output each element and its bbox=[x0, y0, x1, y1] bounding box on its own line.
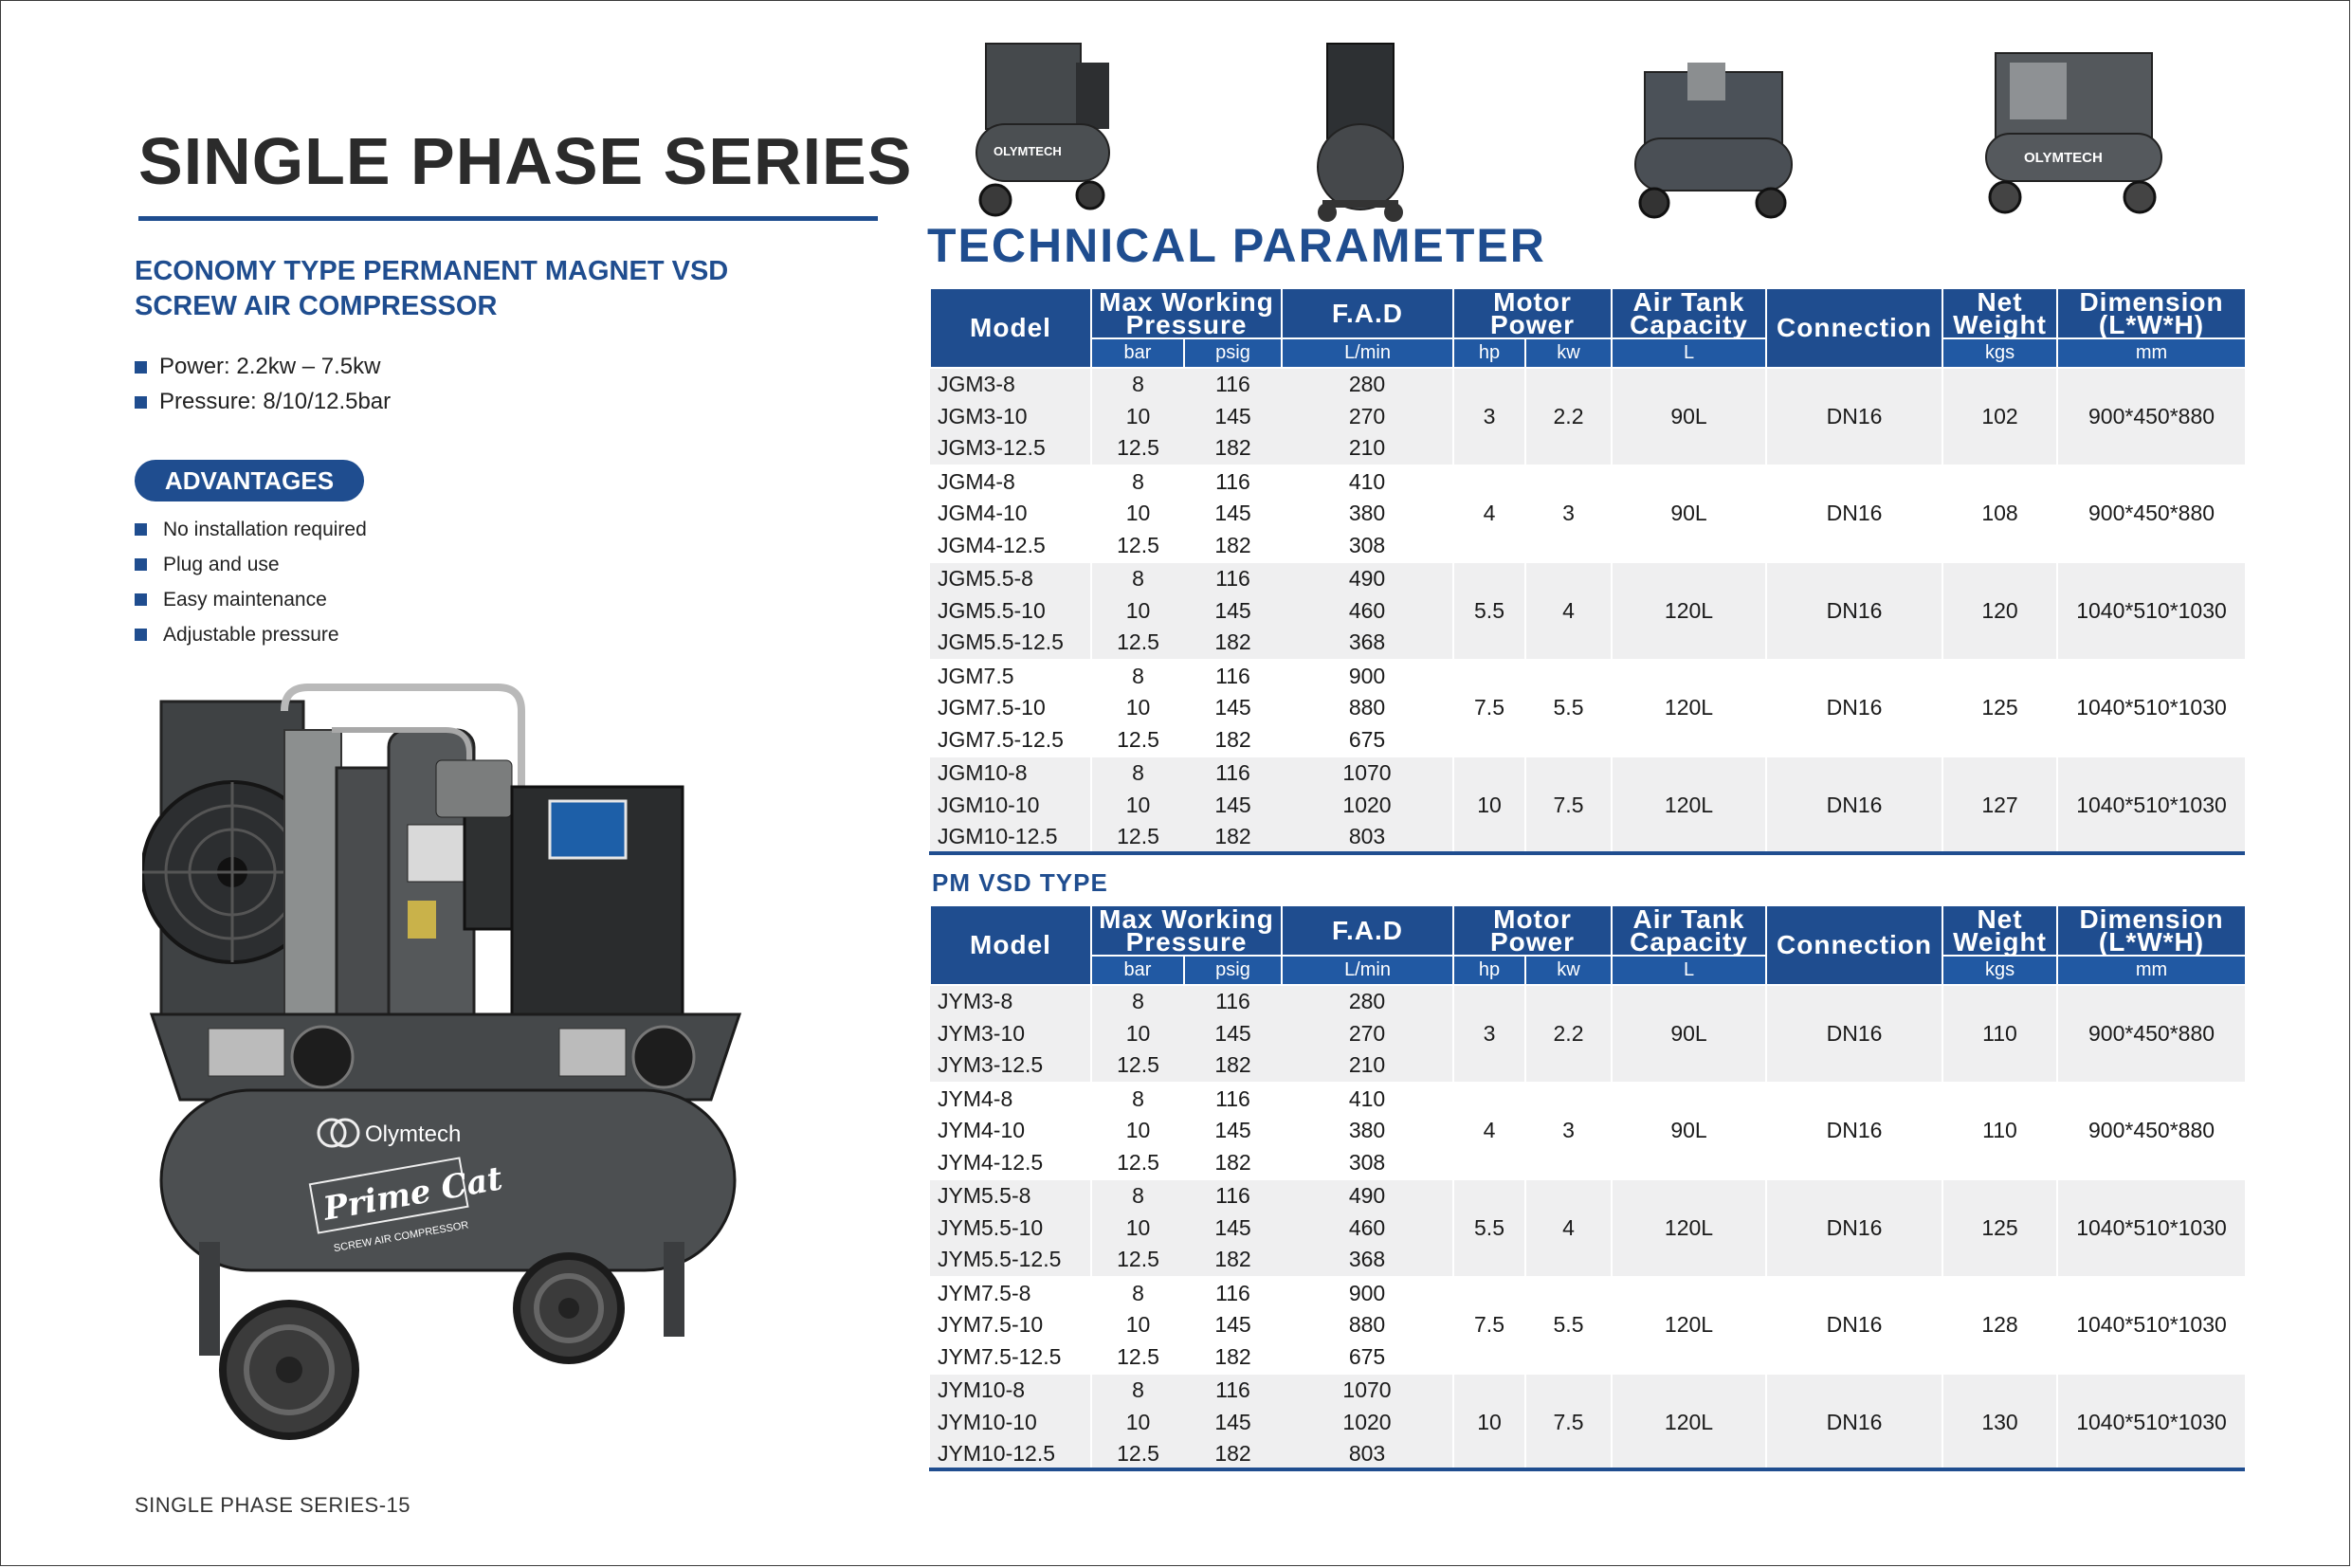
fad-cell: 490 bbox=[1282, 562, 1453, 595]
bar-cell: 12.5 bbox=[1091, 1147, 1184, 1180]
hp-cell: 7.5 bbox=[1453, 1277, 1525, 1375]
header-motor-line1: Motor bbox=[1493, 286, 1572, 317]
technical-parameter-title: TECHNICAL PARAMETER bbox=[927, 219, 1546, 272]
kw-cell: 7.5 bbox=[1525, 757, 1612, 853]
fad-cell: 900 bbox=[1282, 1277, 1453, 1310]
model-cell: JGM3-12.5 bbox=[930, 432, 1091, 465]
unit-tank: L bbox=[1612, 338, 1766, 368]
hp-cell: 10 bbox=[1453, 1374, 1525, 1470]
table-header bbox=[930, 905, 2246, 985]
thumbnail-brand-text: OLYMTECH bbox=[994, 144, 1062, 158]
tank-cell: 90L bbox=[1612, 368, 1766, 465]
header-tank-line1: Air Tank bbox=[1632, 286, 1745, 317]
connection-cell: DN16 bbox=[1766, 562, 1942, 660]
spec-text: Power: 2.2kw – 7.5kw bbox=[159, 354, 381, 379]
bar-cell: 12.5 bbox=[1091, 627, 1184, 660]
header-pressure bbox=[1091, 905, 1282, 956]
bar-cell: 10 bbox=[1091, 1018, 1184, 1050]
fad-cell: 210 bbox=[1282, 432, 1453, 465]
bar-cell: 12.5 bbox=[1091, 724, 1184, 757]
model-cell: JYM4-8 bbox=[930, 1083, 1091, 1116]
tank-cell: 90L bbox=[1612, 465, 1766, 563]
psig-cell: 182 bbox=[1184, 1341, 1282, 1375]
header-motor-line2: Power bbox=[1490, 926, 1576, 957]
advantage-item bbox=[135, 582, 367, 617]
psig-cell: 116 bbox=[1184, 660, 1282, 693]
kw-cell: 2.2 bbox=[1525, 985, 1612, 1083]
psig-cell: 116 bbox=[1184, 1277, 1282, 1310]
model-cell: JYM5.5-8 bbox=[930, 1179, 1091, 1212]
model-cell: JGM5.5-12.5 bbox=[930, 627, 1091, 660]
bar-cell: 8 bbox=[1091, 1277, 1184, 1310]
dimension-cell: 900*450*880 bbox=[2057, 465, 2246, 563]
advantage-item bbox=[135, 617, 367, 652]
spec-item bbox=[135, 384, 391, 419]
psig-cell: 145 bbox=[1184, 692, 1282, 724]
model-cell: JYM7.5-10 bbox=[930, 1309, 1091, 1341]
psig-cell: 145 bbox=[1184, 790, 1282, 822]
photo-caption-text: SCREW AIR COMPRESSOR bbox=[333, 1219, 470, 1255]
table-bottom-rule bbox=[929, 1468, 2245, 1471]
psig-cell: 116 bbox=[1184, 1083, 1282, 1116]
connection-cell: DN16 bbox=[1766, 1083, 1942, 1180]
header-tank bbox=[1612, 288, 1766, 338]
header-weight bbox=[1942, 905, 2057, 956]
psig-cell: 116 bbox=[1184, 562, 1282, 595]
bar-cell: 8 bbox=[1091, 757, 1184, 790]
header-dimension-line1: Dimension bbox=[2079, 903, 2224, 934]
bar-cell: 10 bbox=[1091, 790, 1184, 822]
square-bullet-icon bbox=[135, 523, 147, 536]
spec-list bbox=[135, 349, 391, 419]
product-subtitle bbox=[135, 254, 855, 324]
header-tank-line1: Air Tank bbox=[1632, 903, 1745, 934]
unit-hp: hp bbox=[1453, 956, 1525, 985]
unit-dimension: mm bbox=[2057, 338, 2246, 368]
psig-cell: 182 bbox=[1184, 1049, 1282, 1083]
unit-kw: kw bbox=[1525, 956, 1612, 985]
header-pressure-line1: Max Working bbox=[1099, 903, 1274, 934]
fad-cell: 280 bbox=[1282, 985, 1453, 1018]
weight-cell: 125 bbox=[1942, 660, 2057, 757]
unit-bar: bar bbox=[1091, 338, 1184, 368]
bar-cell: 8 bbox=[1091, 562, 1184, 595]
fad-cell: 803 bbox=[1282, 1438, 1453, 1470]
unit-psig: psig bbox=[1184, 956, 1282, 985]
bar-cell: 10 bbox=[1091, 498, 1184, 530]
psig-cell: 145 bbox=[1184, 401, 1282, 433]
unit-weight: kgs bbox=[1942, 956, 2057, 985]
header-fad: F.A.D bbox=[1282, 288, 1453, 338]
table-bottom-rule bbox=[929, 851, 2245, 855]
psig-cell: 182 bbox=[1184, 1147, 1282, 1180]
psig-cell: 182 bbox=[1184, 724, 1282, 757]
header-motor bbox=[1453, 288, 1612, 338]
unit-bar: bar bbox=[1091, 956, 1184, 985]
advantage-text: Plug and use bbox=[163, 554, 280, 575]
spec-table-standard bbox=[929, 287, 2247, 853]
dimension-cell: 900*450*880 bbox=[2057, 368, 2246, 465]
fad-cell: 280 bbox=[1282, 368, 1453, 401]
model-cell: JYM3-12.5 bbox=[930, 1049, 1091, 1083]
fad-cell: 1070 bbox=[1282, 1374, 1453, 1407]
page-footer: SINGLE PHASE SERIES-15 bbox=[135, 1493, 410, 1517]
bar-cell: 10 bbox=[1091, 1309, 1184, 1341]
header-weight-line2: Weight bbox=[1953, 309, 2047, 339]
bar-cell: 10 bbox=[1091, 692, 1184, 724]
psig-cell: 182 bbox=[1184, 432, 1282, 465]
bar-cell: 8 bbox=[1091, 465, 1184, 499]
bar-cell: 12.5 bbox=[1091, 530, 1184, 563]
dimension-cell: 1040*510*1030 bbox=[2057, 1374, 2246, 1470]
bar-cell: 10 bbox=[1091, 1407, 1184, 1439]
dimension-cell: 1040*510*1030 bbox=[2057, 1277, 2246, 1375]
fad-cell: 1020 bbox=[1282, 1407, 1453, 1439]
model-cell: JGM7.5-10 bbox=[930, 692, 1091, 724]
tank-cell: 90L bbox=[1612, 1083, 1766, 1180]
page-title: SINGLE PHASE SERIES bbox=[138, 124, 913, 198]
fad-cell: 900 bbox=[1282, 660, 1453, 693]
header-model: Model bbox=[930, 288, 1091, 368]
bar-cell: 12.5 bbox=[1091, 1244, 1184, 1277]
hp-cell: 3 bbox=[1453, 368, 1525, 465]
tank-cell: 120L bbox=[1612, 757, 1766, 853]
header-dimension-line1: Dimension bbox=[2079, 286, 2224, 317]
thumbnail-compressor-4 bbox=[1977, 34, 2166, 224]
dimension-cell: 900*450*880 bbox=[2057, 985, 2246, 1083]
weight-cell: 110 bbox=[1942, 985, 2057, 1083]
psig-cell: 116 bbox=[1184, 757, 1282, 790]
table-row bbox=[930, 1179, 2246, 1212]
table-body bbox=[930, 985, 2246, 1470]
fad-cell: 490 bbox=[1282, 1179, 1453, 1212]
fad-cell: 675 bbox=[1282, 724, 1453, 757]
square-bullet-icon bbox=[135, 361, 147, 374]
kw-cell: 4 bbox=[1525, 1179, 1612, 1277]
bar-cell: 8 bbox=[1091, 1083, 1184, 1116]
hp-cell: 5.5 bbox=[1453, 562, 1525, 660]
model-cell: JGM10-10 bbox=[930, 790, 1091, 822]
hp-cell: 5.5 bbox=[1453, 1179, 1525, 1277]
model-cell: JGM4-12.5 bbox=[930, 530, 1091, 563]
connection-cell: DN16 bbox=[1766, 465, 1942, 563]
bar-cell: 10 bbox=[1091, 1212, 1184, 1245]
fad-cell: 368 bbox=[1282, 627, 1453, 660]
header-pressure-line1: Max Working bbox=[1099, 286, 1274, 317]
spec-table-pm-vsd bbox=[929, 904, 2247, 1470]
model-cell: JGM5.5-8 bbox=[930, 562, 1091, 595]
square-bullet-icon bbox=[135, 396, 147, 409]
hp-cell: 10 bbox=[1453, 757, 1525, 853]
psig-cell: 116 bbox=[1184, 465, 1282, 499]
advantage-text: Easy maintenance bbox=[163, 589, 327, 611]
header-weight-line1: Net bbox=[1977, 286, 2023, 317]
psig-cell: 182 bbox=[1184, 821, 1282, 853]
tank-cell: 120L bbox=[1612, 1277, 1766, 1375]
table-row bbox=[930, 1277, 2246, 1310]
advantages-list bbox=[135, 512, 367, 652]
fad-cell: 1020 bbox=[1282, 790, 1453, 822]
model-cell: JYM4-10 bbox=[930, 1115, 1091, 1147]
model-cell: JGM7.5 bbox=[930, 660, 1091, 693]
kw-cell: 2.2 bbox=[1525, 368, 1612, 465]
fad-cell: 270 bbox=[1282, 401, 1453, 433]
bar-cell: 12.5 bbox=[1091, 1438, 1184, 1470]
psig-cell: 145 bbox=[1184, 1212, 1282, 1245]
table-row bbox=[930, 1374, 2246, 1407]
fad-cell: 675 bbox=[1282, 1341, 1453, 1375]
psig-cell: 145 bbox=[1184, 1018, 1282, 1050]
psig-cell: 116 bbox=[1184, 368, 1282, 401]
psig-cell: 182 bbox=[1184, 530, 1282, 563]
photo-brand-text: Olymtech bbox=[365, 1121, 462, 1147]
fad-cell: 880 bbox=[1282, 1309, 1453, 1341]
bar-cell: 12.5 bbox=[1091, 821, 1184, 853]
bar-cell: 10 bbox=[1091, 595, 1184, 628]
psig-cell: 182 bbox=[1184, 1244, 1282, 1277]
compressor-photo bbox=[142, 673, 758, 1450]
fad-cell: 880 bbox=[1282, 692, 1453, 724]
header-motor bbox=[1453, 905, 1612, 956]
weight-cell: 128 bbox=[1942, 1277, 2057, 1375]
kw-cell: 3 bbox=[1525, 1083, 1612, 1180]
model-cell: JGM3-10 bbox=[930, 401, 1091, 433]
bar-cell: 12.5 bbox=[1091, 1341, 1184, 1375]
dimension-cell: 1040*510*1030 bbox=[2057, 562, 2246, 660]
bar-cell: 12.5 bbox=[1091, 1049, 1184, 1083]
kw-cell: 4 bbox=[1525, 562, 1612, 660]
fad-cell: 210 bbox=[1282, 1049, 1453, 1083]
unit-tank: L bbox=[1612, 956, 1766, 985]
subtitle-line-1: ECONOMY TYPE PERMANENT MAGNET VSD bbox=[135, 256, 729, 286]
unit-psig: psig bbox=[1184, 338, 1282, 368]
hp-cell: 4 bbox=[1453, 465, 1525, 563]
model-cell: JGM3-8 bbox=[930, 368, 1091, 401]
bar-cell: 10 bbox=[1091, 1115, 1184, 1147]
spec-item bbox=[135, 349, 391, 384]
fad-cell: 270 bbox=[1282, 1018, 1453, 1050]
photo-product-text: Prime Cat bbox=[320, 1159, 505, 1229]
subtitle-line-2: SCREW AIR COMPRESSOR bbox=[135, 291, 498, 321]
fad-cell: 1070 bbox=[1282, 757, 1453, 790]
connection-cell: DN16 bbox=[1766, 660, 1942, 757]
psig-cell: 145 bbox=[1184, 595, 1282, 628]
model-cell: JYM10-12.5 bbox=[930, 1438, 1091, 1470]
kw-cell: 7.5 bbox=[1525, 1374, 1612, 1470]
header-tank-line2: Capacity bbox=[1630, 309, 1748, 339]
kw-cell: 3 bbox=[1525, 465, 1612, 563]
header-motor-line2: Power bbox=[1490, 309, 1576, 339]
kw-cell: 5.5 bbox=[1525, 660, 1612, 757]
model-cell: JGM5.5-10 bbox=[930, 595, 1091, 628]
header-dimension-line2: (L*W*H) bbox=[2098, 926, 2205, 957]
unit-fad: L/min bbox=[1282, 338, 1453, 368]
tank-cell: 120L bbox=[1612, 562, 1766, 660]
tank-cell: 90L bbox=[1612, 985, 1766, 1083]
table-row bbox=[930, 1083, 2246, 1116]
header-fad: F.A.D bbox=[1282, 905, 1453, 956]
header-weight bbox=[1942, 288, 2057, 338]
model-cell: JGM4-10 bbox=[930, 498, 1091, 530]
thumbnail-compressor-3 bbox=[1631, 34, 1796, 224]
dimension-cell: 1040*510*1030 bbox=[2057, 757, 2246, 853]
tank-cell: 120L bbox=[1612, 1179, 1766, 1277]
table-header bbox=[930, 288, 2246, 368]
model-cell: JGM10-12.5 bbox=[930, 821, 1091, 853]
psig-cell: 182 bbox=[1184, 1438, 1282, 1470]
psig-cell: 116 bbox=[1184, 985, 1282, 1018]
model-cell: JYM4-12.5 bbox=[930, 1147, 1091, 1180]
square-bullet-icon bbox=[135, 593, 147, 606]
dimension-cell: 1040*510*1030 bbox=[2057, 660, 2246, 757]
model-cell: JYM5.5-12.5 bbox=[930, 1244, 1091, 1277]
bar-cell: 8 bbox=[1091, 660, 1184, 693]
weight-cell: 127 bbox=[1942, 757, 2057, 853]
model-cell: JYM3-8 bbox=[930, 985, 1091, 1018]
advantage-text: No installation required bbox=[163, 519, 367, 540]
pm-vsd-type-label: PM VSD TYPE bbox=[932, 868, 1108, 897]
bar-cell: 8 bbox=[1091, 985, 1184, 1018]
header-tank bbox=[1612, 905, 1766, 956]
dimension-cell: 900*450*880 bbox=[2057, 1083, 2246, 1180]
connection-cell: DN16 bbox=[1766, 1179, 1942, 1277]
kw-cell: 5.5 bbox=[1525, 1277, 1612, 1375]
thumbnail-compressor-2 bbox=[1313, 34, 1408, 224]
unit-hp: hp bbox=[1453, 338, 1525, 368]
model-cell: JYM3-10 bbox=[930, 1018, 1091, 1050]
model-cell: JYM10-8 bbox=[930, 1374, 1091, 1407]
connection-cell: DN16 bbox=[1766, 757, 1942, 853]
bar-cell: 12.5 bbox=[1091, 432, 1184, 465]
hp-cell: 7.5 bbox=[1453, 660, 1525, 757]
dimension-cell: 1040*510*1030 bbox=[2057, 1179, 2246, 1277]
weight-cell: 102 bbox=[1942, 368, 2057, 465]
weight-cell: 125 bbox=[1942, 1179, 2057, 1277]
model-cell: JYM7.5-12.5 bbox=[930, 1341, 1091, 1375]
spec-text: Pressure: 8/10/12.5bar bbox=[159, 389, 392, 414]
hp-cell: 3 bbox=[1453, 985, 1525, 1083]
title-underline bbox=[138, 216, 878, 221]
header-pressure bbox=[1091, 288, 1282, 338]
unit-fad: L/min bbox=[1282, 956, 1453, 985]
table-body bbox=[930, 368, 2246, 853]
fad-cell: 410 bbox=[1282, 1083, 1453, 1116]
connection-cell: DN16 bbox=[1766, 368, 1942, 465]
thumbnail-brand-text: OLYMTECH bbox=[2024, 150, 2103, 166]
hp-cell: 4 bbox=[1453, 1083, 1525, 1180]
model-cell: JYM10-10 bbox=[930, 1407, 1091, 1439]
fad-cell: 380 bbox=[1282, 1115, 1453, 1147]
bar-cell: 10 bbox=[1091, 401, 1184, 433]
unit-dimension: mm bbox=[2057, 956, 2246, 985]
connection-cell: DN16 bbox=[1766, 985, 1942, 1083]
advantages-badge: ADVANTAGES bbox=[135, 460, 364, 501]
weight-cell: 110 bbox=[1942, 1083, 2057, 1180]
square-bullet-icon bbox=[135, 629, 147, 641]
tank-cell: 120L bbox=[1612, 660, 1766, 757]
fad-cell: 368 bbox=[1282, 1244, 1453, 1277]
header-weight-line1: Net bbox=[1977, 903, 2023, 934]
bar-cell: 8 bbox=[1091, 368, 1184, 401]
table-row bbox=[930, 660, 2246, 693]
table-row bbox=[930, 465, 2246, 499]
header-dimension bbox=[2057, 905, 2246, 956]
unit-weight: kgs bbox=[1942, 338, 2057, 368]
header-connection: Connection bbox=[1766, 905, 1942, 985]
header-pressure-line2: Pressure bbox=[1125, 309, 1248, 339]
bar-cell: 8 bbox=[1091, 1179, 1184, 1212]
fad-cell: 308 bbox=[1282, 530, 1453, 563]
model-cell: JGM10-8 bbox=[930, 757, 1091, 790]
header-dimension-line2: (L*W*H) bbox=[2098, 309, 2205, 339]
model-cell: JYM7.5-8 bbox=[930, 1277, 1091, 1310]
unit-kw: kw bbox=[1525, 338, 1612, 368]
weight-cell: 108 bbox=[1942, 465, 2057, 563]
psig-cell: 145 bbox=[1184, 1309, 1282, 1341]
model-cell: JYM5.5-10 bbox=[930, 1212, 1091, 1245]
table-row bbox=[930, 562, 2246, 595]
header-motor-line1: Motor bbox=[1493, 903, 1572, 934]
fad-cell: 308 bbox=[1282, 1147, 1453, 1180]
fad-cell: 460 bbox=[1282, 595, 1453, 628]
connection-cell: DN16 bbox=[1766, 1277, 1942, 1375]
advantage-text: Adjustable pressure bbox=[163, 624, 339, 646]
table-row bbox=[930, 368, 2246, 401]
psig-cell: 145 bbox=[1184, 1407, 1282, 1439]
psig-cell: 182 bbox=[1184, 627, 1282, 660]
psig-cell: 145 bbox=[1184, 498, 1282, 530]
psig-cell: 116 bbox=[1184, 1374, 1282, 1407]
advantage-item bbox=[135, 547, 367, 582]
fad-cell: 410 bbox=[1282, 465, 1453, 499]
header-tank-line2: Capacity bbox=[1630, 926, 1748, 957]
fad-cell: 803 bbox=[1282, 821, 1453, 853]
header-model: Model bbox=[930, 905, 1091, 985]
fad-cell: 460 bbox=[1282, 1212, 1453, 1245]
tank-cell: 120L bbox=[1612, 1374, 1766, 1470]
psig-cell: 116 bbox=[1184, 1179, 1282, 1212]
psig-cell: 145 bbox=[1184, 1115, 1282, 1147]
model-cell: JGM7.5-12.5 bbox=[930, 724, 1091, 757]
header-weight-line2: Weight bbox=[1953, 926, 2047, 957]
model-cell: JGM4-8 bbox=[930, 465, 1091, 499]
connection-cell: DN16 bbox=[1766, 1374, 1942, 1470]
weight-cell: 120 bbox=[1942, 562, 2057, 660]
weight-cell: 130 bbox=[1942, 1374, 2057, 1470]
bar-cell: 8 bbox=[1091, 1374, 1184, 1407]
header-dimension bbox=[2057, 288, 2246, 338]
header-connection: Connection bbox=[1766, 288, 1942, 368]
square-bullet-icon bbox=[135, 558, 147, 571]
advantage-item bbox=[135, 512, 367, 547]
table-row bbox=[930, 985, 2246, 1018]
fad-cell: 380 bbox=[1282, 498, 1453, 530]
table-row bbox=[930, 757, 2246, 790]
header-pressure-line2: Pressure bbox=[1125, 926, 1248, 957]
thumbnail-compressor-1 bbox=[967, 34, 1119, 224]
